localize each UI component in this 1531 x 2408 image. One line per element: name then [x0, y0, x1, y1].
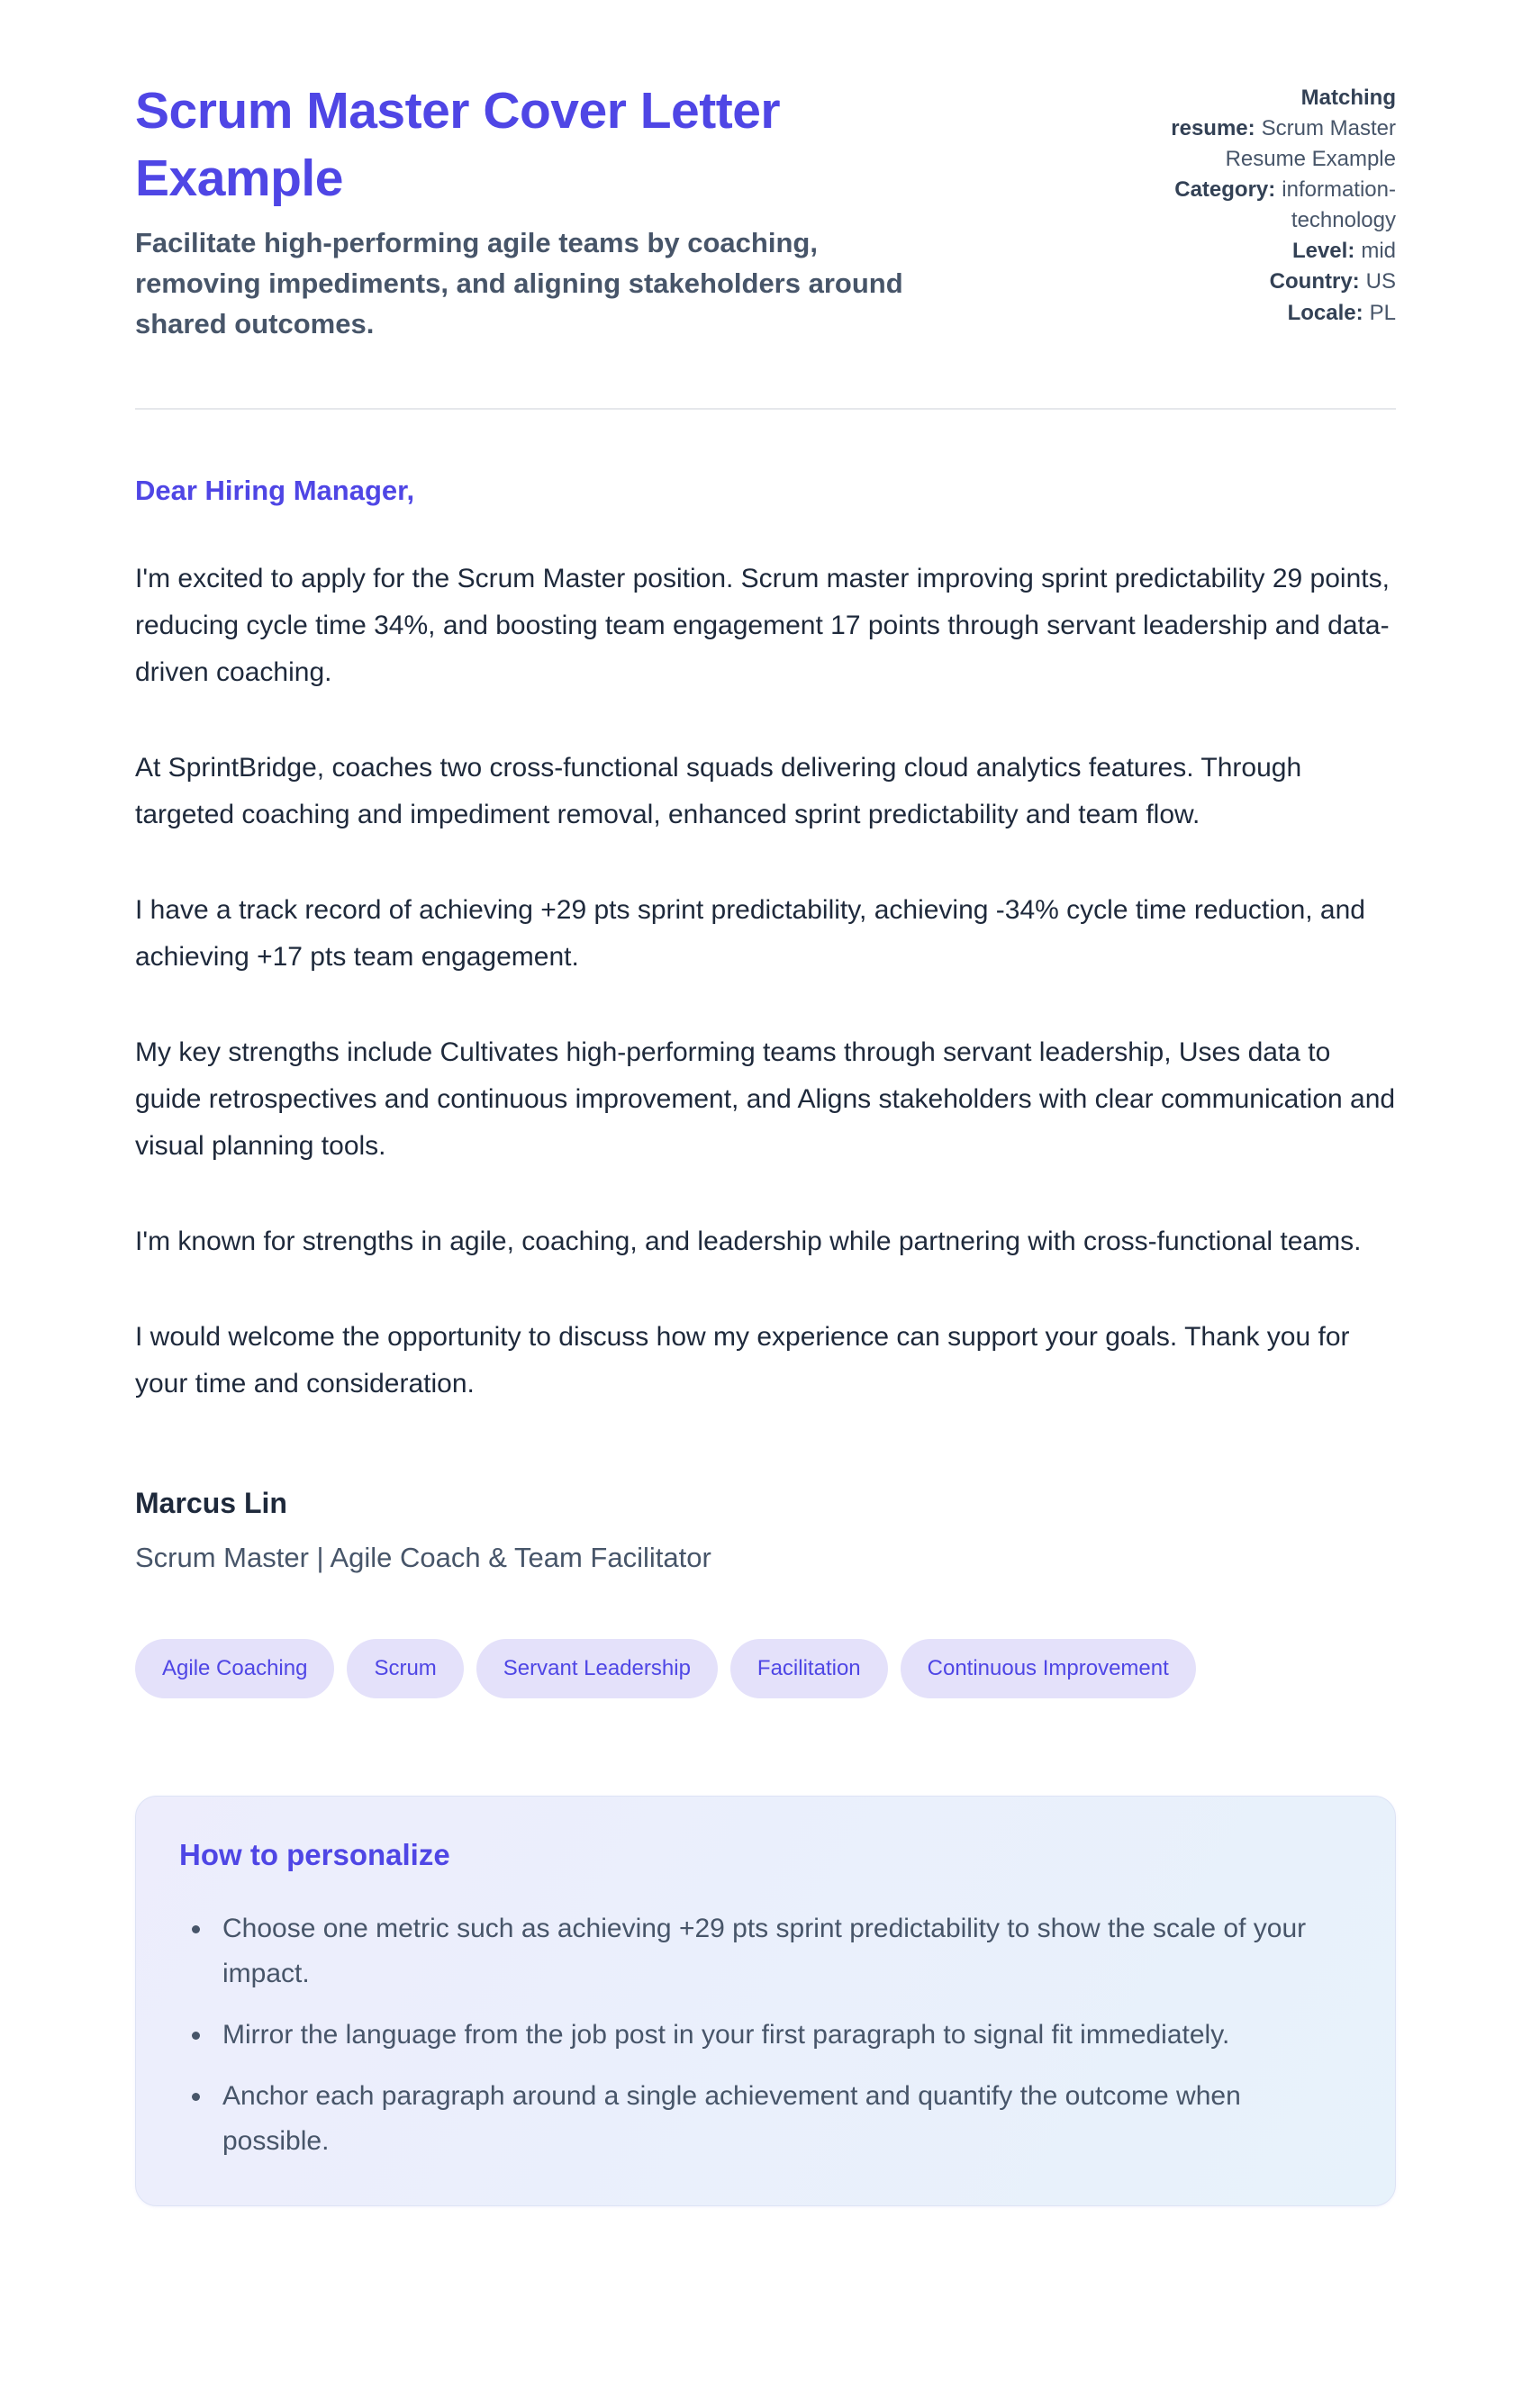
- header-divider: [135, 408, 1396, 410]
- letter-paragraph: I would welcome the opportunity to discuss how my experience can support your goals. Thank you for your time and consideration.: [135, 1322, 1350, 1399]
- meta-row-category: [1165, 175, 1396, 236]
- tips-list: [179, 1906, 1352, 2164]
- meta-block: [1165, 83, 1396, 329]
- header: [135, 77, 1396, 345]
- meta-label: Category:: [1174, 177, 1276, 203]
- tag-continuous-improvement[interactable]: Continuous Improvement: [901, 1639, 1196, 1698]
- page-container: [135, 0, 1396, 2296]
- tip-item: [179, 1906, 1352, 1996]
- tag-servant-leadership[interactable]: Servant Leadership: [476, 1639, 718, 1698]
- meta-row-locale: [1165, 298, 1396, 329]
- bullet-dot-icon: [192, 2093, 200, 2101]
- tip-item: [179, 2074, 1352, 2164]
- tags-list: [135, 1639, 1396, 1698]
- meta-row-country: [1165, 267, 1396, 297]
- meta-label: Level:: [1291, 239, 1355, 264]
- letter-paragraph: My key strengths include Cultivates high-performing teams through servant leadership, Uses data to guide retrospectives and continuous improvement, and Aligns stakeholders with clear communication and visual planning tools.: [135, 1037, 1396, 1162]
- tip-text: Anchor each paragraph around a single achievement and quantify the outcome when possible.: [222, 2081, 1241, 2157]
- signature-role: Scrum Master | Agile Coach & Team Facilitator: [135, 1542, 711, 1574]
- tip-text: Choose one metric such as achieving +29 pts sprint predictability to show the scale of your impact.: [222, 1914, 1307, 1989]
- tips-card: [135, 1796, 1396, 2206]
- meta-value: PL: [1369, 300, 1396, 325]
- tip-item: [179, 2013, 1352, 2058]
- letter-body: [135, 475, 1396, 1574]
- page-title: Scrum Master Cover Letter Example: [135, 82, 781, 208]
- bullet-dot-icon: [192, 1925, 200, 1933]
- tag-agile-coaching[interactable]: Agile Coaching: [135, 1639, 334, 1698]
- meta-value: information-technology: [1282, 177, 1396, 233]
- meta-value: Scrum Master Resume Example: [1225, 116, 1396, 172]
- tip-text: Mirror the language from the job post in your first paragraph to signal fit immediately.: [222, 2020, 1230, 2050]
- tag-facilitation[interactable]: Facilitation: [730, 1639, 888, 1698]
- meta-label: Country:: [1269, 269, 1360, 294]
- meta-row-matching-resume: [1165, 83, 1396, 175]
- header-left: [135, 77, 946, 345]
- letter-paragraph: At SprintBridge, coaches two cross-functional squads delivering cloud analytics features. Through targeted coaching and impediment removal, enhanced sprint predictability and team flow.: [135, 753, 1302, 830]
- meta-label: Matching resume:: [1171, 86, 1396, 141]
- letter-paragraph: I'm known for strengths in agile, coaching, and leadership while partnering with cross-functional teams.: [135, 1227, 1362, 1257]
- tag-scrum[interactable]: Scrum: [347, 1639, 463, 1698]
- letter-paragraph: I'm excited to apply for the Scrum Master position. Scrum master improving sprint predictability 29 points, reducing cycle time 34%, and boosting team engagement 17 points through servant leadership and data-driven coaching.: [135, 564, 1390, 688]
- meta-label: Locale:: [1287, 300, 1363, 325]
- page-subtitle: Facilitate high-performing agile teams by coaching, removing impediments, and aligning stakeholders around shared outcomes.: [135, 227, 903, 340]
- salutation: Dear Hiring Manager,: [135, 475, 415, 507]
- letter-paragraph: I have a track record of achieving +29 pts sprint predictability, achieving -34% cycle time reduction, and achieving +17 pts team engagement.: [135, 895, 1365, 973]
- tips-title: How to personalize: [179, 1838, 450, 1872]
- signature-name: Marcus Lin: [135, 1487, 287, 1520]
- meta-value: mid: [1361, 239, 1396, 264]
- meta-row-level: [1165, 236, 1396, 267]
- signature: [135, 1487, 1396, 1574]
- bullet-dot-icon: [192, 2032, 200, 2040]
- meta-value: US: [1365, 269, 1396, 294]
